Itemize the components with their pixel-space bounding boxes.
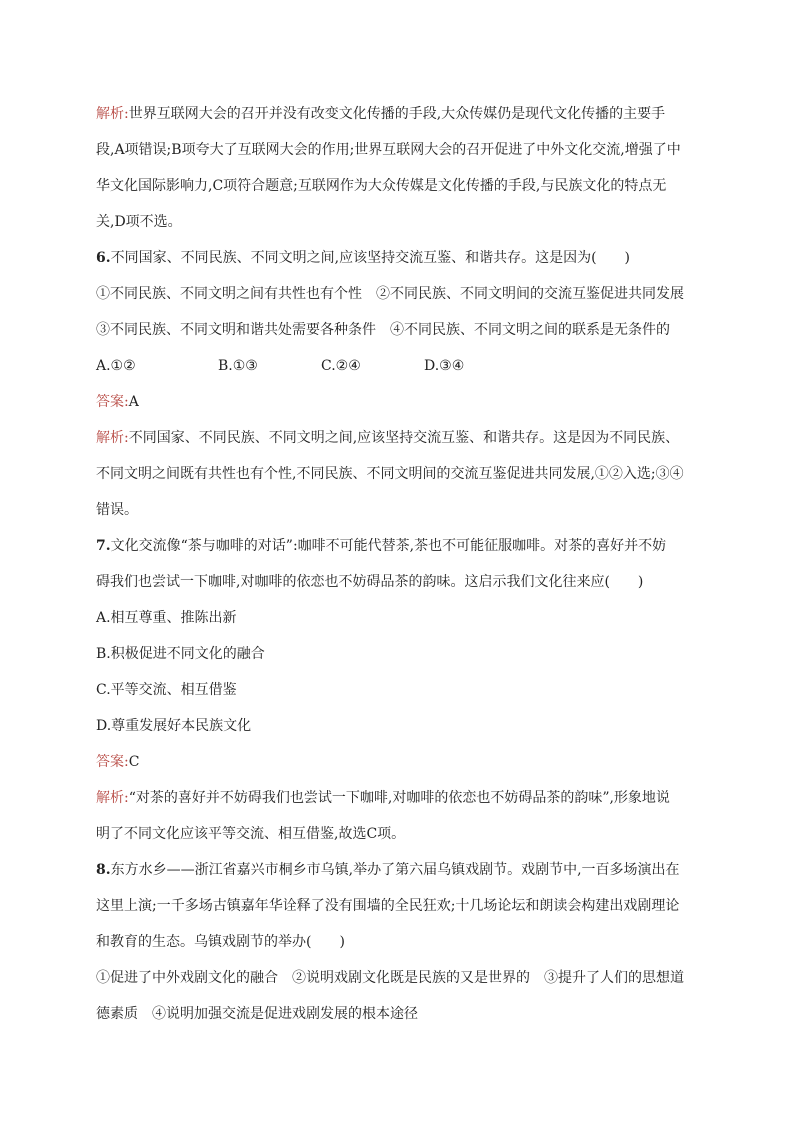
question-6-analysis-line-3: 错误。 — [96, 502, 138, 518]
analysis-label: 解析: — [96, 430, 129, 446]
question-number: 6. — [96, 250, 111, 266]
question-7-stem-line-1: 7.文化交流像“茶与咖啡的对话”:咖啡不可能代替茶,茶也不可能征服咖啡。对茶的喜好并不妨 — [96, 538, 667, 554]
analysis-label: 解析: — [96, 790, 129, 806]
answer-label: 答案: — [96, 754, 129, 770]
analysis-label: 解析: — [96, 106, 129, 122]
question-6-options — [96, 348, 700, 384]
answer-value: C — [128, 754, 140, 770]
question-7-option-a: A.相互尊重、推陈出新 — [96, 610, 237, 626]
question-6-statement-2: ③不同民族、不同文明和谐共处需要各种条件 ④不同民族、不同文明之间的联系是无条件的 — [96, 322, 670, 338]
question-7-stem-line-2: 碍我们也尝试一下咖啡,对咖啡的依恋也不妨碍品茶的韵味。这启示我们文化往来应( ) — [96, 574, 644, 590]
question-8-statement-line-1: ①促进了中外戏剧文化的融合 ②说明戏剧文化既是民族的又是世界的 ③提升了人们的思想道 — [96, 970, 684, 986]
question-6-stem: 6.不同国家、不同民族、不同文明之间,应该坚持交流互鉴、和谐共存。这是因为( ) — [96, 250, 630, 266]
question-6-analysis-line-1: 解析:不同国家、不同民族、不同文明之间,应该坚持交流互鉴、和谐共存。这是因为不同民族、 — [96, 430, 680, 446]
question-8-stem-line-2: 这里上演;一千多场古镇嘉年华诠释了没有围墙的全民狂欢;十几场论坛和朗读会构建出戏剧理论 — [96, 898, 680, 914]
question-number: 8. — [96, 862, 111, 878]
question-7-option-b: B.积极促进不同文化的融合 — [96, 646, 265, 662]
question-7-analysis-line-2: 明了不同文化应该平等交流、相互借鉴,故选C项。 — [96, 826, 406, 842]
answer-label: 答案: — [96, 394, 129, 410]
question-7-answer — [96, 744, 700, 780]
question-8-statement-line-2: 德素质 ④说明加强交流是促进戏剧发展的根本途径 — [96, 1006, 418, 1022]
option-d: D.③④ — [424, 358, 465, 374]
question-6-analysis-line-2: 不同文明之间既有共性也有个性,不同民族、不同文明间的交流互鉴促进共同发展,①②入选;③④ — [96, 466, 684, 482]
question-8-stem-line-3: 和教育的生态。乌镇戏剧节的举办( ) — [96, 934, 345, 950]
document-page — [96, 96, 700, 1032]
question-7-option-d: D.尊重发展好本民族文化 — [96, 718, 252, 734]
question-6-statement-1: ①不同民族、不同文明之间有共性也有个性 ②不同民族、不同文明间的交流互鉴促进共同发展 — [96, 286, 684, 302]
question-number: 7. — [96, 538, 111, 554]
option-c: C.②④ — [321, 358, 361, 374]
analysis-5-line-1: 解析:世界互联网大会的召开并没有改变文化传播的手段,大众传媒仍是现代文化传播的主要手 — [96, 106, 666, 122]
answer-value: A — [128, 394, 139, 410]
option-b: B.①③ — [218, 358, 258, 374]
question-7-option-c: C.平等交流、相互借鉴 — [96, 682, 237, 698]
question-6-answer — [96, 384, 700, 420]
question-8-stem-line-1: 8.东方水乡——浙江省嘉兴市桐乡市乌镇,举办了第六届乌镇戏剧节。戏剧节中,一百多场演出在 — [96, 862, 680, 878]
analysis-5-line-4: 关,D项不选。 — [96, 214, 182, 230]
analysis-5-line-2: 段,A项错误;B项夸大了互联网大会的作用;世界互联网大会的召开促进了中外文化交流,增强了中 — [96, 142, 681, 158]
analysis-5-line-3: 华文化国际影响力,C项符合题意;互联网作为大众传媒是文化传播的手段,与民族文化的特点无 — [96, 178, 667, 194]
option-a: A.①② — [96, 358, 136, 374]
question-7-analysis-line-1: 解析:“对茶的喜好并不妨碍我们也尝试一下咖啡,对咖啡的依恋也不妨碍品茶的韵味”,形象地说 — [96, 790, 670, 806]
